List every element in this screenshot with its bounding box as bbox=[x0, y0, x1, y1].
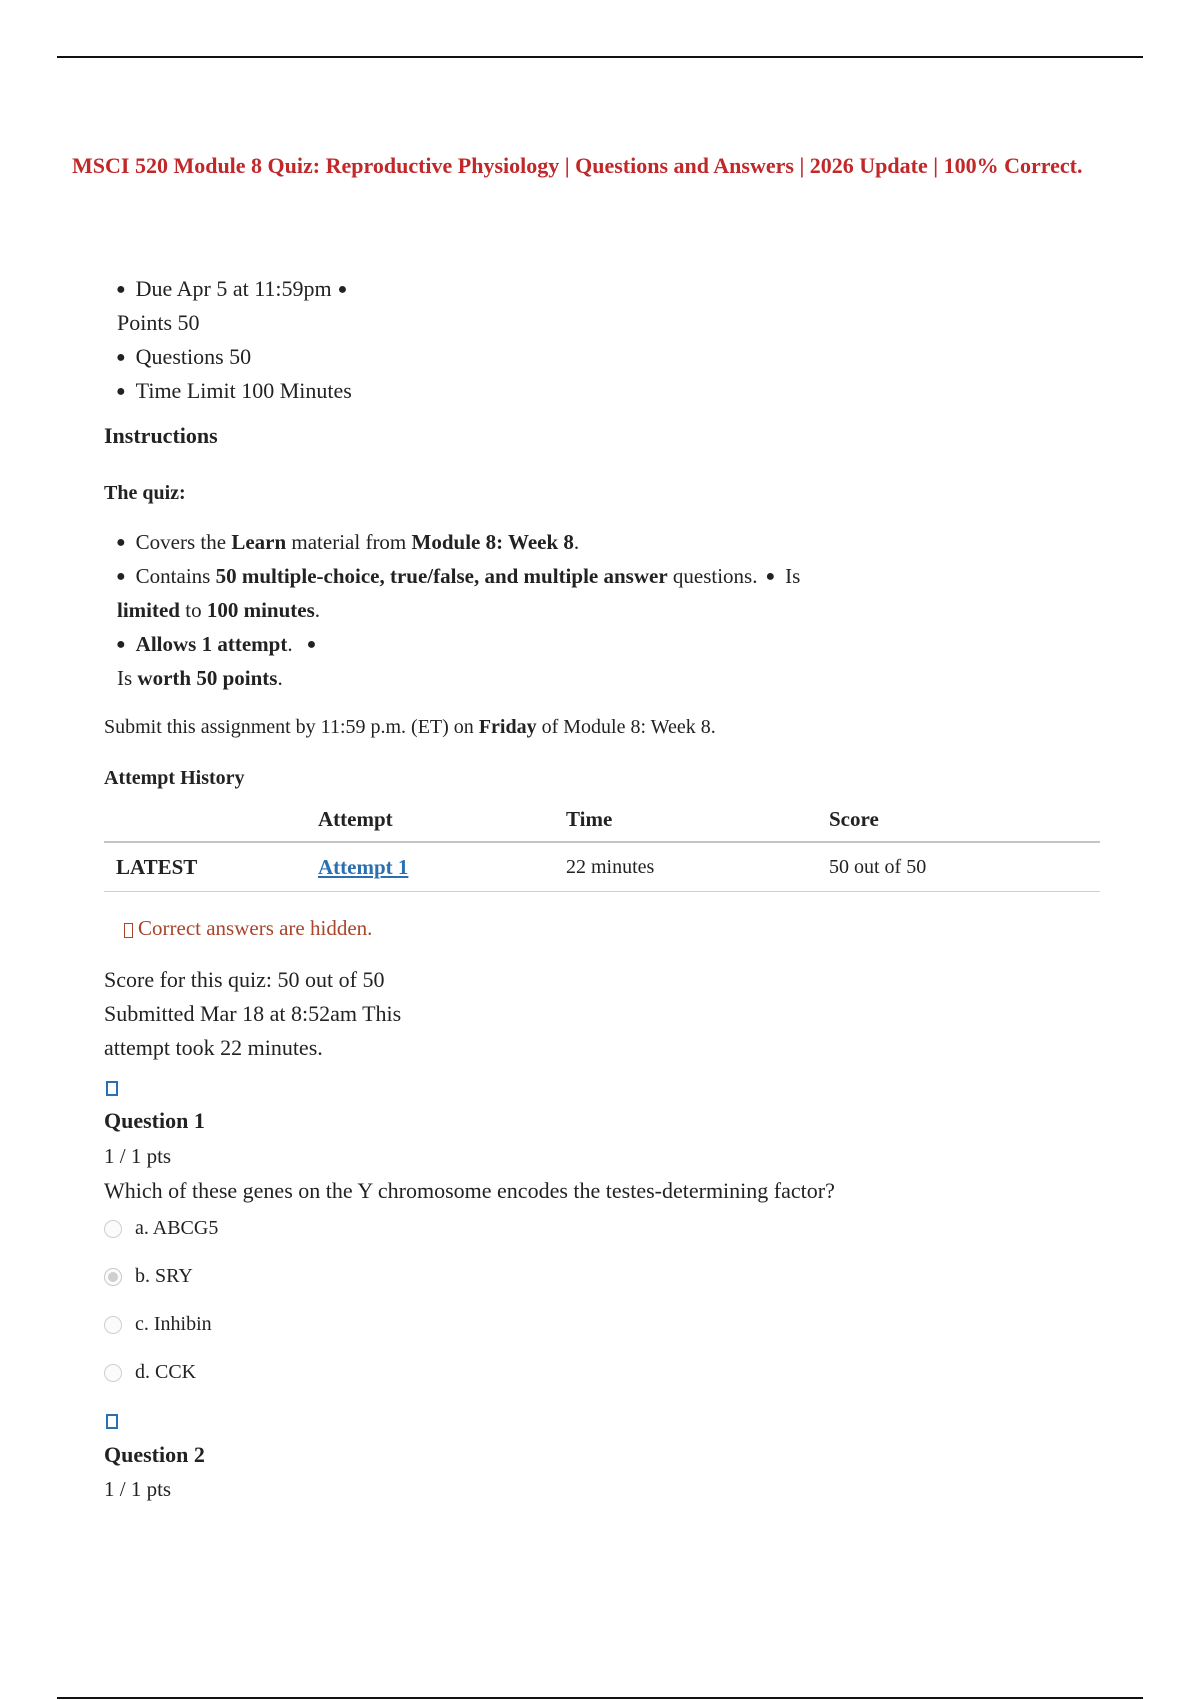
questions-line: ● Questions 50 bbox=[116, 344, 252, 369]
answer-radio[interactable] bbox=[104, 1220, 122, 1238]
time-limit-line: ● Time Limit 100 Minutes bbox=[116, 378, 352, 403]
row-label-latest: LATEST bbox=[116, 855, 198, 879]
instruction-covers: ● Covers the Learn material from Module 8: Week 8. bbox=[116, 530, 580, 554]
due-line: ● Due Apr 5 at 11:59pm ● bbox=[116, 276, 348, 301]
table-header-divider bbox=[104, 841, 1100, 843]
answer-radio[interactable] bbox=[104, 1364, 122, 1382]
attempt-link[interactable]: Attempt 1 bbox=[318, 855, 409, 879]
attempt-history-heading: Attempt History bbox=[104, 767, 245, 789]
score-summary: Score for this quiz: 50 out of 50 bbox=[104, 967, 385, 992]
answer-radio[interactable] bbox=[104, 1316, 122, 1334]
answer-option-label[interactable]: c. Inhibin bbox=[135, 1313, 212, 1335]
bottom-rule bbox=[57, 1697, 1143, 1699]
duration-summary: attempt took 22 minutes. bbox=[104, 1035, 323, 1060]
question-points: 1 / 1 pts bbox=[104, 1144, 172, 1168]
submit-note: Submit this assignment by 11:59 p.m. (ET) on Friday of Module 8: Week 8. bbox=[104, 716, 716, 738]
attempt-score: 50 out of 50 bbox=[829, 856, 927, 878]
info-icon bbox=[124, 923, 133, 938]
table-row-divider bbox=[104, 891, 1100, 892]
document-title: MSCI 520 Module 8 Quiz: Reproductive Physiology | Questions and Answers | 2026 Update | 100% Correct. bbox=[72, 153, 1083, 178]
instruction-contains: ● Contains 50 multiple-choice, true/false, and multiple answer questions. ● Is bbox=[116, 564, 801, 588]
question-title: Question 2 bbox=[104, 1442, 205, 1467]
due-date: Due Apr 5 at 11:59pm bbox=[135, 276, 332, 301]
column-header-attempt: Attempt bbox=[318, 807, 393, 831]
instruction-allows: ● Allows 1 attempt. ● bbox=[116, 632, 317, 656]
answer-option-label[interactable]: b. SRY bbox=[135, 1265, 193, 1287]
points-line: Points 50 bbox=[117, 310, 200, 335]
instruction-worth: Is worth 50 points. bbox=[117, 666, 283, 690]
flag-question-icon[interactable] bbox=[106, 1414, 118, 1429]
question-text: Which of these genes on the Y chromosome encodes the testes-determining factor? bbox=[104, 1178, 835, 1203]
top-rule bbox=[57, 56, 1143, 58]
column-header-score: Score bbox=[829, 807, 879, 831]
answer-option-label[interactable]: d. CCK bbox=[135, 1361, 197, 1383]
answer-radio[interactable] bbox=[104, 1268, 122, 1286]
instruction-limited: limited to 100 minutes. bbox=[117, 598, 321, 622]
attempt-time: 22 minutes bbox=[566, 856, 655, 878]
column-header-time: Time bbox=[566, 807, 613, 831]
quiz-intro: The quiz: bbox=[104, 482, 186, 504]
answer-option-label[interactable]: a. ABCG5 bbox=[135, 1217, 219, 1239]
flag-question-icon[interactable] bbox=[106, 1081, 118, 1096]
question-points: 1 / 1 pts bbox=[104, 1477, 172, 1501]
submitted-summary: Submitted Mar 18 at 8:52am This bbox=[104, 1001, 402, 1026]
answers-hidden-notice: Correct answers are hidden. bbox=[124, 916, 372, 941]
question-title: Question 1 bbox=[104, 1108, 205, 1133]
instructions-heading: Instructions bbox=[104, 423, 218, 448]
